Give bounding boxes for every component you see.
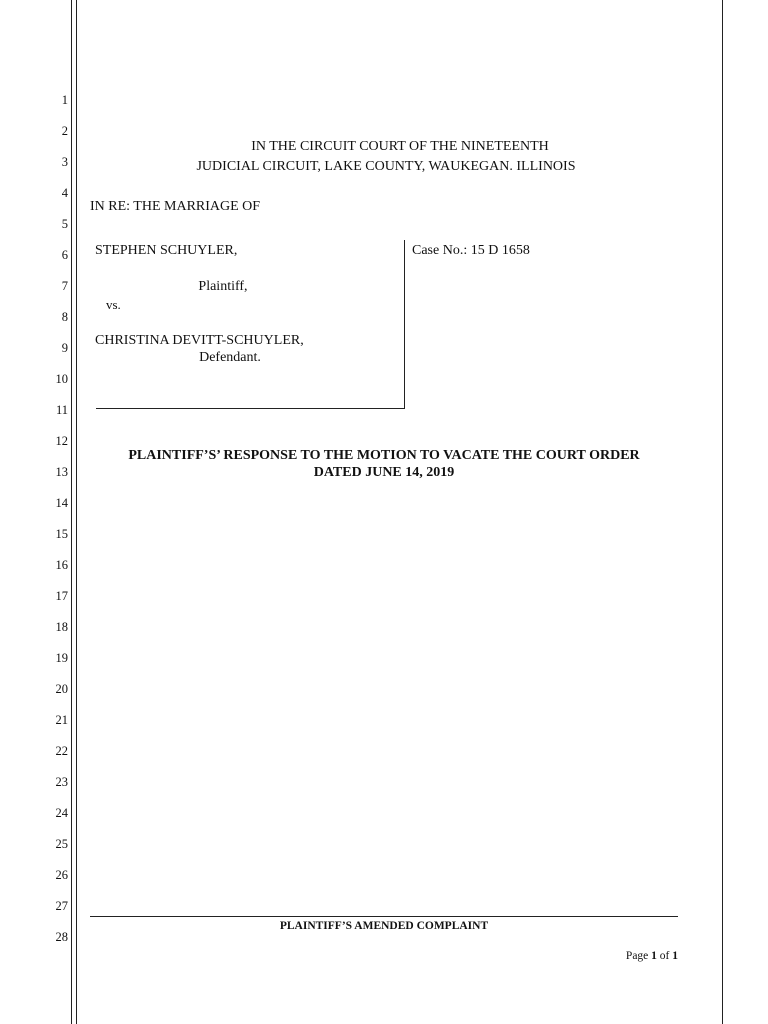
left-margin-rule-outer: [71, 0, 72, 1024]
line-number: 7: [61, 279, 68, 293]
line-number: 17: [55, 589, 68, 603]
left-margin-rule-inner: [76, 0, 77, 1024]
document-title-line-1: PLAINTIFF’S’ RESPONSE TO THE MOTION TO VACATE THE COURT ORDER: [128, 448, 640, 463]
page-prefix: Page: [625, 950, 652, 962]
defendant-role: Defendant.: [199, 350, 261, 365]
caption-vertical-rule: [404, 240, 405, 409]
line-number: 2: [61, 124, 68, 138]
page-indicator: [590, 948, 678, 964]
page-of: of: [656, 950, 673, 962]
line-number: 6: [61, 248, 68, 262]
versus-label: vs.: [106, 297, 121, 312]
line-number: 21: [55, 713, 68, 727]
court-heading-line-2: JUDICIAL CIRCUIT, LAKE COUNTY, WAUKEGAN. ILLINOIS: [196, 159, 576, 174]
case-number: Case No.: 15 D 1658: [412, 243, 530, 258]
line-number: 20: [55, 682, 68, 696]
page-current: 1: [651, 950, 657, 962]
line-number: 16: [55, 558, 68, 572]
document-title-line-2: DATED JUNE 14, 2019: [313, 465, 455, 480]
line-number: 26: [55, 868, 68, 882]
defendant-name: CHRISTINA DEVITT-SCHUYLER,: [95, 333, 304, 348]
line-number: 28: [55, 930, 68, 944]
line-number: 1: [61, 93, 68, 107]
footer-rule: [90, 916, 678, 917]
line-number: 27: [55, 899, 68, 913]
line-number: 13: [55, 465, 68, 479]
line-number: 24: [55, 806, 68, 820]
page-total: 1: [672, 950, 678, 962]
plaintiff-role: Plaintiff,: [198, 279, 248, 294]
line-number: 12: [55, 434, 68, 448]
in-re-line: IN RE: THE MARRIAGE OF: [90, 199, 261, 214]
line-number: 18: [55, 620, 68, 634]
footer-title: PLAINTIFF’S AMENDED COMPLAINT: [279, 920, 489, 932]
line-number: 11: [55, 403, 68, 417]
line-number: 22: [55, 744, 68, 758]
line-number: 9: [61, 341, 68, 355]
line-number: 15: [55, 527, 68, 541]
line-number: 4: [61, 186, 68, 200]
line-number: 5: [61, 217, 68, 231]
line-number: 8: [61, 310, 68, 324]
line-number: 10: [55, 372, 68, 386]
plaintiff-name: STEPHEN SCHUYLER,: [95, 243, 238, 258]
line-number: 14: [55, 496, 68, 510]
line-number: 3: [61, 155, 68, 169]
line-number: 25: [55, 837, 68, 851]
line-number: 19: [55, 651, 68, 665]
caption-horizontal-rule: [96, 408, 405, 409]
line-number-column: [44, 0, 68, 1024]
court-heading-line-1: IN THE CIRCUIT COURT OF THE NINETEENTH: [251, 139, 549, 154]
right-margin-rule: [722, 0, 723, 1024]
line-number: 23: [55, 775, 68, 789]
